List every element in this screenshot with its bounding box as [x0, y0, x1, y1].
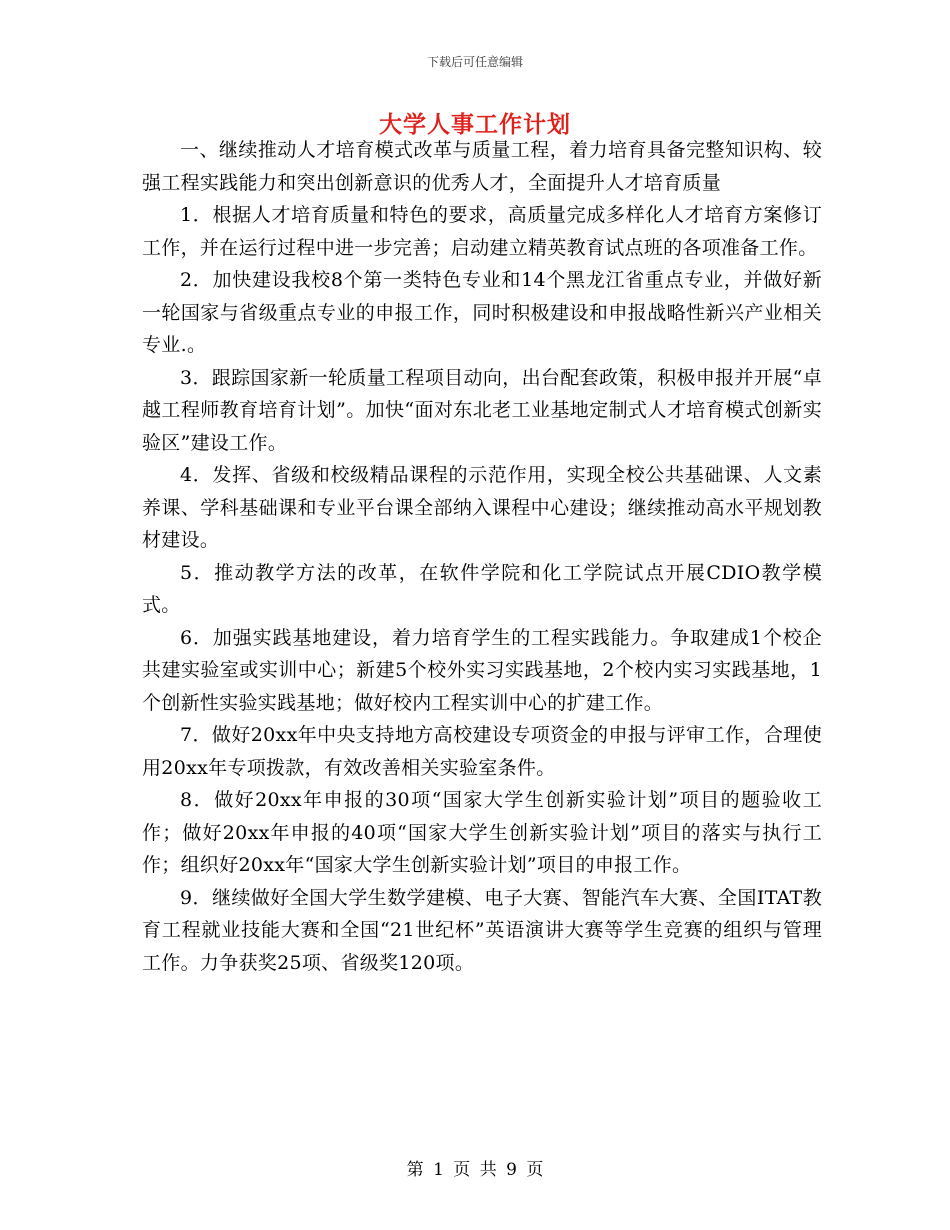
page-number-footer: 第 1 页 共 9 页 [406, 1160, 544, 1180]
paragraph-item-7: 7．做好20xx年中央支持地方高校建设专项资金的申报与评审工作，合理使用20xx年专项拨款，有效改善相关实验室条件。 [142, 724, 822, 779]
document-body [142, 134, 822, 979]
paragraph-item-2: 2．加快建设我校8个第一类特色专业和14个黑龙江省重点专业，并做好新一轮国家与省级重点专业的申报工作，同时积极建设和申报战略性新兴产业相关专业.。 [142, 269, 822, 356]
paragraph-item-6: 6．加强实践基地建设，着力培育学生的工程实践能力。争取建成1个校企共建实验室或实训中心；新建5个校外实习实践基地，2个校内实习实践基地，1个创新性实验实践基地；做好校内工程实训中心的扩建工作。 [142, 626, 822, 714]
document-title: 大学人事工作计划 [379, 111, 571, 138]
paragraph-item-3: 3．跟踪国家新一轮质量工程项目动向，出台配套政策，积极申报并开展“卓越工程师教育培育计划”。加快“面对东北老工业基地定制式人才培育模式创新实验区”建设工作。 [142, 366, 822, 454]
paragraph-item-8: 8．做好20xx年申报的30项“国家大学生创新实验计划”项目的题验收工作；做好20xx年申报的40项“国家大学生创新实验计划”项目的落实与执行工作；组织好20xx年“国家大学生创新实验计划”项目的申报工作。 [142, 789, 822, 876]
page-header-note: 下载后可任意编辑 [426, 55, 523, 69]
paragraph-item-9: 9．继续做好全国大学生数学建模、电子大赛、智能汽车大赛、全国ITAT教育工程就业技能大赛和全国“21世纪杯”英语演讲大赛等学生竞赛的组织与管理工作。力争获奖25项、省级奖120项。 [142, 886, 822, 974]
paragraph-section-1: 一、继续推动人才培育模式改革与质量工程，着力培育具备完整知识构、较强工程实践能力和突出创新意识的优秀人才，全面提升人才培育质量 [142, 139, 822, 194]
paragraph-item-5: 5．推动教学方法的改革，在软件学院和化工学院试点开展CDIO教学模式。 [142, 561, 822, 616]
paragraph-item-1: 1．根据人才培育质量和特色的要求，高质量完成多样化人才培育方案修订工作，并在运行过程中进一步完善；启动建立精英教育试点班的各项准备工作。 [142, 204, 822, 259]
paragraph-item-4: 4．发挥、省级和校级精品课程的示范作用，实现全校公共基础课、人文素养课、学科基础课和专业平台课全部纳入课程中心建设；继续推动高水平规划教材建设。 [142, 464, 822, 551]
